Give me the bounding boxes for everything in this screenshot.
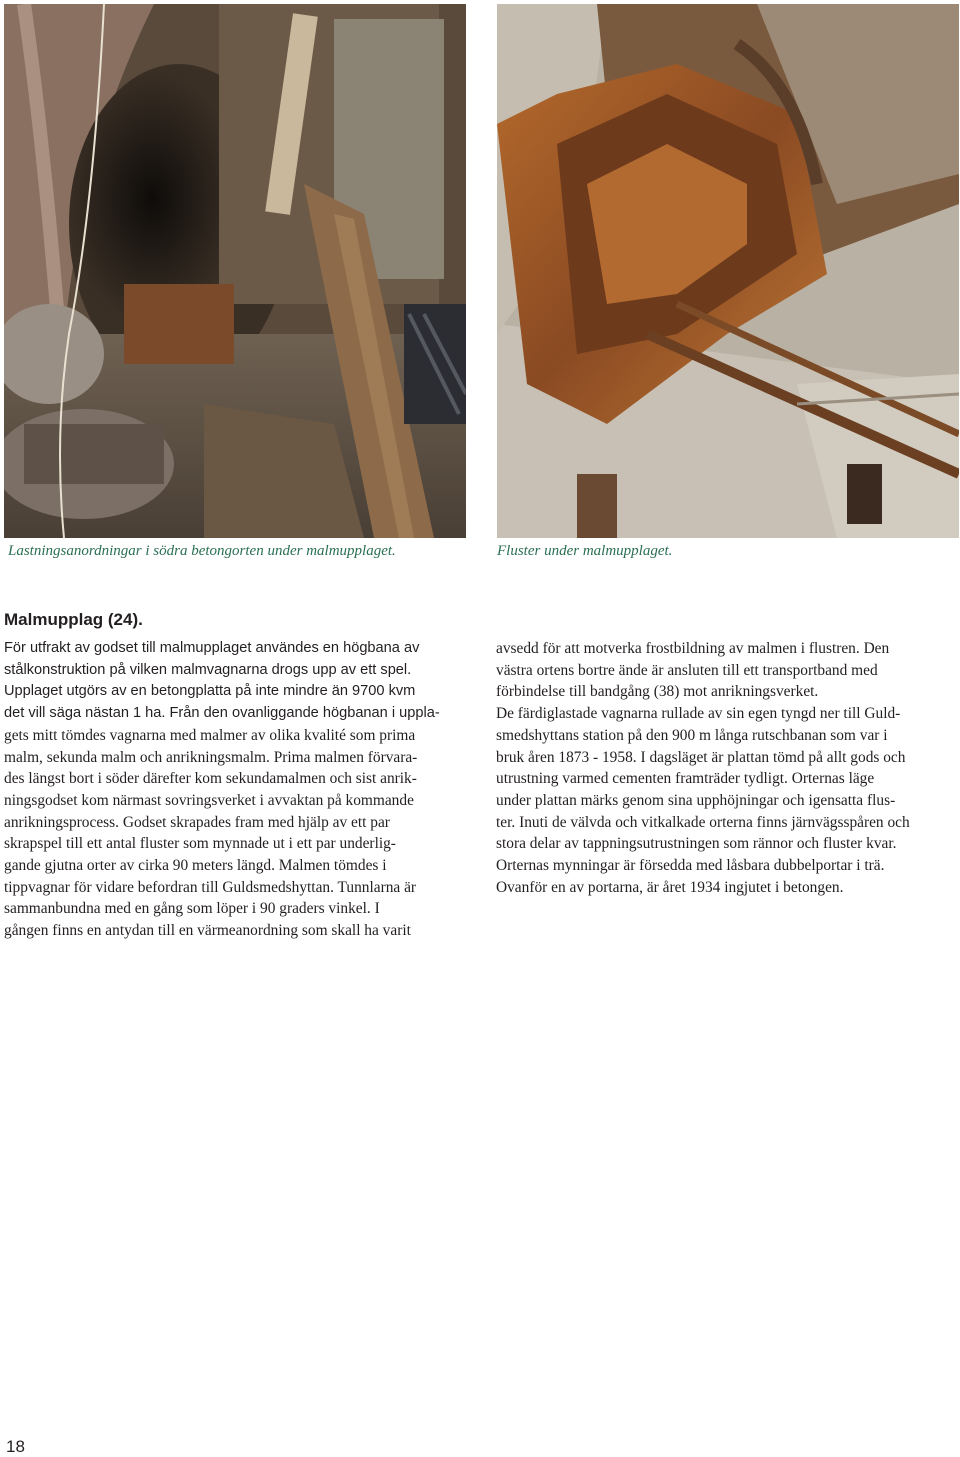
body-line: sammanbundna med en gång som löper i 90 graders vinkel. I [4, 900, 380, 918]
body-line: stålkonstruktion på vilken malmvagnarna drogs upp av ett spel. [4, 661, 412, 678]
body-line: smedshyttans station på den 900 m långa rutschbanan som var i [496, 726, 888, 744]
body-line: För utfrakt av godset till malmupplaget användes en högbana av [4, 640, 420, 656]
body-column-right [496, 638, 958, 898]
body-line: De färdiglastade vagnarna rullade av sin egen tyngd ner till Guld- [496, 705, 901, 723]
body-line: Ovanför en av portarna, är året 1934 ingjutet i betongen. [496, 878, 844, 896]
body-line: det vill säga nästan 1 ha. Från den ovanliggande högbanan i uppla- [4, 705, 440, 722]
fluster-photo [497, 4, 959, 538]
body-line: gången finns en antydan till en värmeanordning som skall ha varit [4, 922, 411, 940]
body-line: des längst bort i söder därefter kom sekundamalmen och sist anrik- [4, 770, 417, 788]
body-line: anrikningsprocess. Godset skrapades fram med hjälp av ett par [4, 813, 390, 831]
body-line: gande gjutna orter av cirka 90 meters längd. Malmen tömdes i [4, 857, 387, 875]
body-line: Orternas mynningar är försedda med låsbara dubbelportar i trä. [496, 857, 885, 875]
body-line: Upplaget utgörs av en betongplatta på inte mindre än 9700 kvm [4, 683, 416, 700]
body-line: malm, sekunda malm och anrikningsmalm. Prima malmen förvara- [4, 748, 418, 766]
body-line: avsedd för att motverka frostbildning av malmen i flustren. Den [496, 640, 890, 657]
body-column-left [4, 638, 466, 942]
body-line: under plattan märks genom sina upphöjningar och igensatta flus- [496, 791, 896, 809]
body-line: utrustning varmed cementen framträder tydligt. Orternas läge [496, 770, 875, 788]
photo-caption-right: Fluster under malmupplaget. [497, 543, 673, 559]
page-number: 18 [6, 1437, 25, 1456]
body-line: ningsgodset kom närmast sovringsverket i avvaktan på kommande [4, 791, 414, 809]
body-line: västra ortens bortre ände är ansluten till ett transportband med [496, 661, 878, 679]
tunnel-loading-photo [4, 4, 466, 538]
body-line: stora delar av tappningsutrustningen som rännor och fluster kvar. [496, 835, 897, 853]
body-line: gets mitt tömdes vagnarna med malmer av olika kvalité som prima [4, 726, 416, 744]
section-heading: Malmupplag (24). [4, 610, 143, 629]
photo-caption-left: Lastningsanordningar i södra betongorten under malmupplaget. [8, 543, 396, 559]
body-line: tippvagnar för vidare befordran till Guldsmedshyttan. Tunnlarna är [4, 878, 417, 896]
body-line: skrapspel till ett antal fluster som mynnade ut i ett par underlig- [4, 835, 396, 853]
body-line: ter. Inuti de välvda och vitkalkade orterna finns järnvägsspåren och [496, 813, 910, 831]
body-line: förbindelse till bandgång (38) mot anrikningsverket. [496, 683, 819, 701]
body-line: bruk åren 1873 - 1958. I dagsläget är plattan tömd på allt gods och [496, 748, 906, 766]
